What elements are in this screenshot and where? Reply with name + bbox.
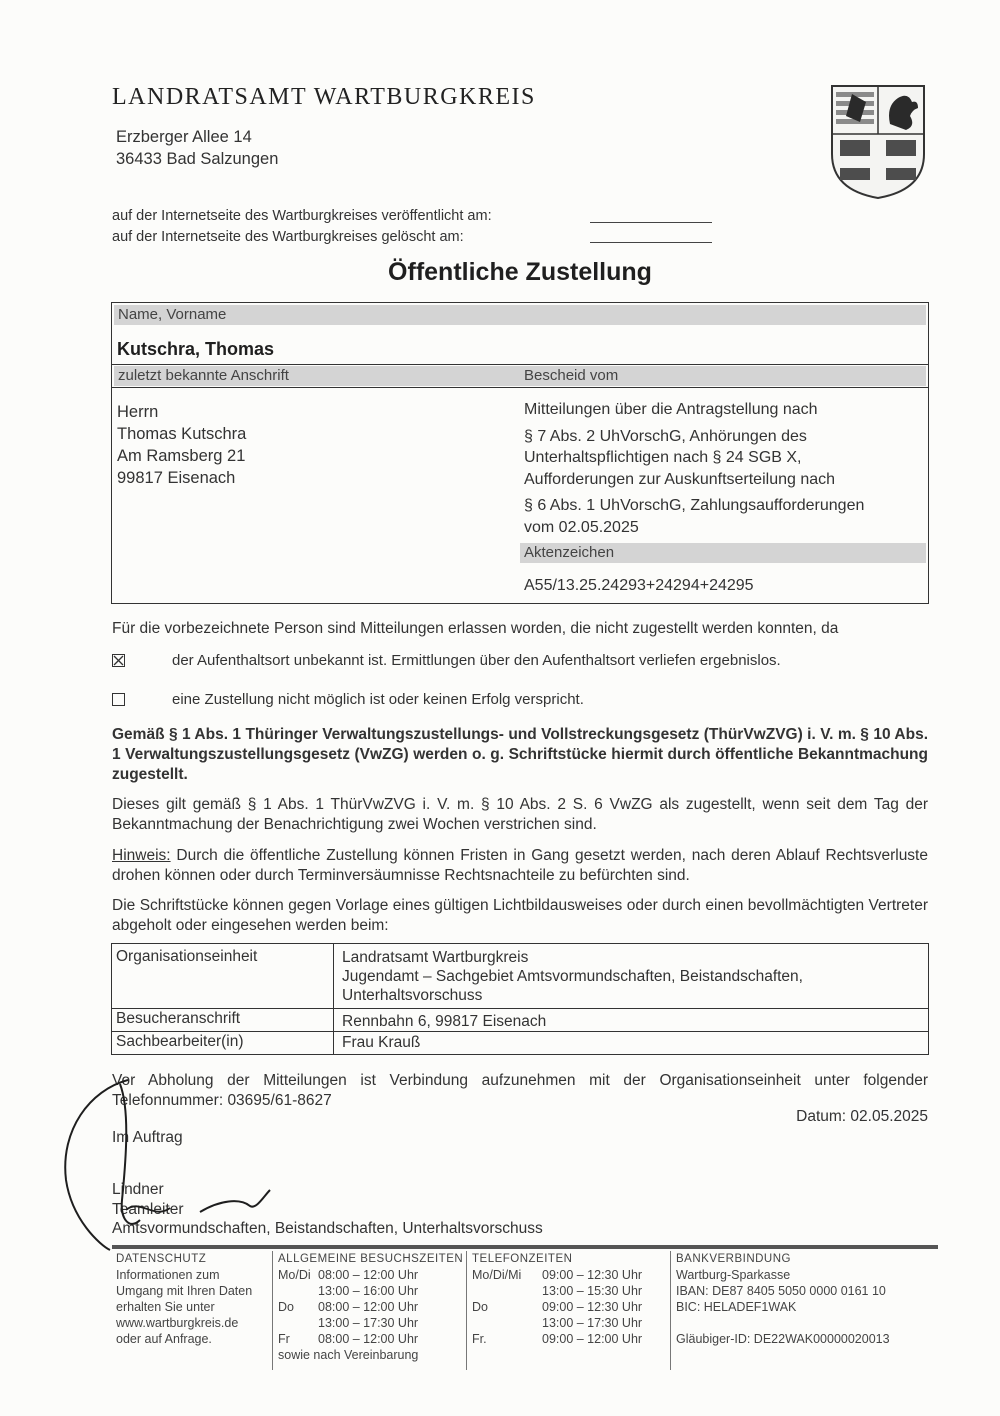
- office-table: [111, 943, 929, 1055]
- column-divider: [333, 944, 334, 1054]
- decision-line: Aufforderungen zur Auskunftserteilung nach: [524, 470, 836, 488]
- unit-label: Organisationseinheit: [116, 948, 258, 965]
- footer-visiting-hours: [278, 1251, 464, 1363]
- option-address-unknown: der Aufenthaltsort unbekannt ist. Ermittlungen über den Aufenthaltsort verliefen ergebnislos.: [172, 652, 781, 669]
- decision-line: vom 02.05.2025: [524, 518, 639, 536]
- hint-text: [112, 846, 928, 886]
- intro-text: Für die vorbezeichnete Person sind Mitteilungen erlassen worden, die nicht zugestellt werden konnten, da: [112, 620, 839, 637]
- authority-address: [116, 126, 278, 170]
- authority-name: LANDRATSAMT WARTBURGKREIS: [112, 84, 536, 110]
- check-mark-icon: [113, 655, 124, 666]
- phone-row: Do 09:00 – 12:30 Uhr: [472, 1300, 643, 1314]
- decision-line: Unterhaltspflichtigen nach § 24 SGB X,: [524, 449, 802, 466]
- footer-separator: [670, 1251, 671, 1370]
- divider: [112, 387, 928, 388]
- footer-phone-hours: [472, 1251, 672, 1347]
- privacy-line: www.wartburgkreis.de: [116, 1316, 239, 1330]
- visitor-address: Rennbahn 6, 99817 Eisenach: [342, 1013, 547, 1030]
- unit-department: Jugendamt – Sachgebiet Amtsvormundschaften, Beistandschaften, Unterhaltsvorschuss: [342, 968, 803, 1004]
- visitor-label: Besucheranschrift: [116, 1010, 241, 1027]
- signer-role: Teamleiter: [112, 1201, 184, 1218]
- checkbox-delivery-impossible: [112, 693, 125, 706]
- address-line: Thomas Kutschra: [117, 425, 247, 443]
- checkbox-address-unknown: [112, 654, 125, 667]
- recipient-box: [111, 302, 929, 604]
- deleted-label: auf der Internetseite des Wartburgkreises gelöscht am:: [112, 229, 464, 245]
- address-street: Erzberger Allee 14: [116, 128, 252, 146]
- legal-basis: Gemäß § 1 Abs. 1 Thüringer Verwaltungszustellungs- und Vollstreckungsgesetz (ThürVwZVG) i. V. m. § 10 Abs. 1 Verwaltungszustellungsgesetz (VwZG) werden o. g. Schriftstücke hiermit durch öffentliche Bekanntmachung zugestellt.: [112, 726, 928, 783]
- footer-separator: [272, 1251, 273, 1370]
- phone-row: Mo/Di/Mi 09:00 – 12:30 Uhr: [472, 1268, 643, 1282]
- bank-line: Wartburg-Sparkasse: [676, 1268, 791, 1282]
- hours-heading: ALLGEMEINE BESUCHSZEITEN: [278, 1253, 464, 1265]
- document-date: Datum: 02.05.2025: [796, 1108, 928, 1125]
- footer-bank: [676, 1251, 938, 1347]
- row-divider: [112, 1008, 928, 1009]
- hours-note: sowie nach Vereinbarung: [278, 1348, 419, 1362]
- privacy-line: erhalten Sie unter: [116, 1300, 215, 1314]
- clerk-label: Sachbearbeiter(in): [116, 1033, 244, 1050]
- phone-row: 13:00 – 15:30 Uhr: [542, 1284, 643, 1298]
- hours-row: Do 08:00 – 12:00 Uhr: [278, 1300, 419, 1314]
- published-date-line: [590, 222, 712, 223]
- publication-notes: [112, 206, 492, 248]
- divider: [112, 364, 928, 365]
- decision-line: § 6 Abs. 1 UhVorschG, Zahlungsaufforderungen: [524, 497, 865, 514]
- hours-row: Mo/Di 08:00 – 12:00 Uhr: [278, 1268, 419, 1282]
- name-header: Name, Vorname: [114, 305, 926, 325]
- bank-line: IBAN: DE87 8405 5050 0000 0161 10: [676, 1284, 886, 1298]
- footer-rule: [112, 1245, 938, 1249]
- unit-value: [342, 948, 912, 1005]
- file-number-header: Aktenzeichen: [520, 543, 926, 563]
- bank-line: BIC: HELADEF1WAK: [676, 1300, 797, 1314]
- published-label: auf der Internetseite des Wartburgkreises veröffentlicht am:: [112, 208, 492, 224]
- unit-name: Landratsamt Wartburgkreis: [342, 949, 529, 966]
- validity-text: Dieses gilt gemäß § 1 Abs. 1 ThürVwZVG i. V. m. § 10 Abs. 2 S. 6 VwZG als zugestellt, wenn seit dem Tag der Bekanntmachung der Benachrichtigung zwei Wochen verstrichen sind.: [112, 796, 928, 833]
- coat-of-arms-icon: [830, 84, 926, 200]
- phone-row: 13:00 – 17:30 Uhr: [542, 1316, 643, 1330]
- bank-heading: BANKVERBINDUNG: [676, 1253, 791, 1265]
- pickup-text: Die Schriftstücke können gegen Vorlage eines gültigen Lichtbildausweises oder durch einen bevollmächtigten Vertreter abgeholt oder eingesehen werden beim:: [112, 897, 928, 934]
- handwritten-signature: [50, 1070, 290, 1260]
- decision-header: Bescheid vom: [520, 366, 926, 386]
- footer: [112, 1245, 938, 1370]
- option-delivery-impossible: eine Zustellung nicht möglich ist oder keinen Erfolg verspricht.: [172, 691, 584, 708]
- address-line: Herrn: [117, 403, 159, 421]
- footer-privacy: [116, 1251, 266, 1347]
- document-title: Öffentliche Zustellung: [388, 258, 652, 286]
- decision-line: Mitteilungen über die Antragstellung nach: [524, 401, 818, 418]
- file-number: A55/13.25.24293+24294+24295: [524, 577, 754, 594]
- decision-line: § 7 Abs. 2 UhVorschG, Anhörungen des: [524, 427, 807, 445]
- hint-label: Hinweis:: [112, 847, 171, 864]
- address-city: 36433 Bad Salzungen: [116, 150, 279, 168]
- hours-row: 13:00 – 17:30 Uhr: [318, 1316, 419, 1330]
- phone-heading: TELEFONZEITEN: [472, 1253, 573, 1265]
- privacy-heading: DATENSCHUTZ: [116, 1253, 207, 1265]
- clerk-name: Frau Krauß: [342, 1034, 421, 1051]
- hours-row: Fr 08:00 – 12:00 Uhr: [278, 1332, 419, 1346]
- on-behalf: Im Auftrag: [112, 1129, 183, 1146]
- deleted-date-line: [590, 242, 712, 243]
- phone-row: Fr. 09:00 – 12:00 Uhr: [472, 1332, 643, 1346]
- signer-unit: Amtsvormundschaften, Beistandschaften, Unterhaltsvorschuss: [112, 1220, 543, 1237]
- privacy-line: Umgang mit Ihren Daten: [116, 1284, 253, 1298]
- privacy-line: Informationen zum: [116, 1268, 220, 1282]
- bank-line: Gläubiger-ID: DE22WAK00000020013: [676, 1332, 890, 1346]
- recipient-address: [117, 401, 246, 489]
- decision-text: [524, 399, 928, 538]
- hint-body: Durch die öffentliche Zustellung können Fristen in Gang gesetzt werden, nach deren Ablauf Rechtsverluste drohen können oder durch Terminversäumnisse Rechtsnachteile zu befürchten sind.: [112, 847, 928, 884]
- row-divider: [112, 1031, 928, 1032]
- address-line: 99817 Eisenach: [117, 469, 236, 487]
- hours-row: 13:00 – 16:00 Uhr: [318, 1284, 419, 1298]
- address-header: zuletzt bekannte Anschrift: [114, 366, 522, 386]
- recipient-name: Kutschra, Thomas: [117, 339, 275, 359]
- address-line: Am Ramsberg 21: [117, 447, 246, 465]
- footer-separator: [466, 1251, 467, 1370]
- privacy-line: oder auf Anfrage.: [116, 1332, 212, 1346]
- bank-line: [676, 1315, 938, 1331]
- contact-text: Vor Abholung der Mitteilungen ist Verbindung aufzunehmen mit der Organisationseinheit unter folgender Telefonnummer: 03695/61-8627: [112, 1072, 928, 1109]
- signer-name: Lindner: [112, 1181, 164, 1198]
